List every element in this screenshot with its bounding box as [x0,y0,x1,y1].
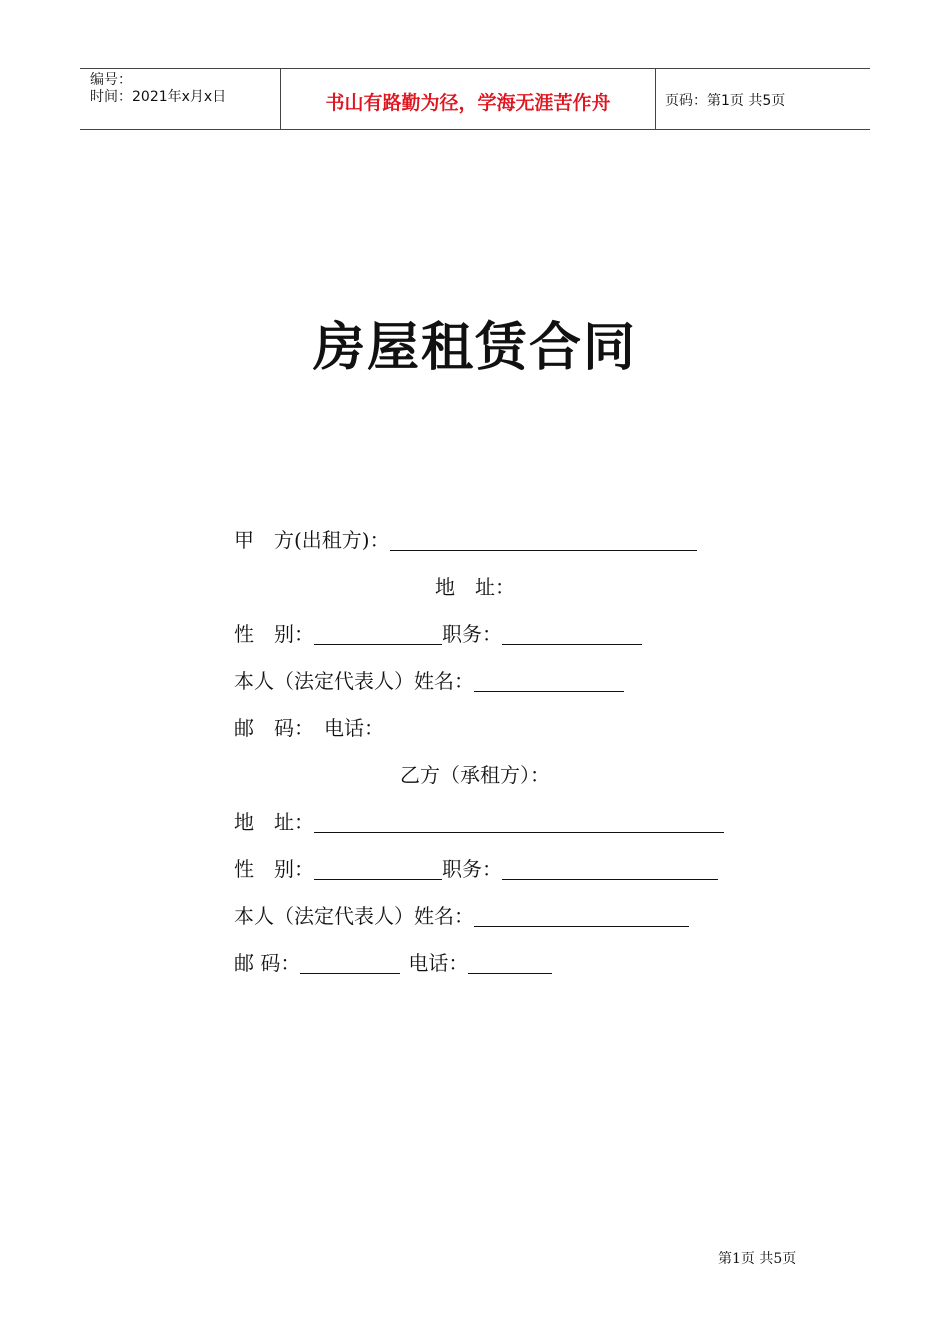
party-b-contact-line [234,949,552,977]
party-a-position-label: 职务： [442,622,502,646]
header-page-cell [655,69,870,129]
header-meta [80,69,280,129]
party-a-postcode-phone-label: 邮 码： 电话： [234,716,384,740]
party-a-name-blank[interactable] [390,528,697,551]
party-b-address-blank[interactable] [314,810,724,833]
party-b-postcode-blank[interactable] [300,951,400,974]
party-b-gender-label: 性 别： [234,857,314,881]
party-b-phone-label: 电话： [408,951,469,975]
party-b-representative-blank[interactable] [474,904,689,927]
party-a-representative-line [234,667,624,695]
party-b-position-blank[interactable] [502,857,718,880]
party-a-gender-blank[interactable] [314,622,442,645]
party-a-heading: 甲 方(出租方)： [234,528,390,552]
party-b-representative-line [234,902,689,930]
party-b-position-label: 职务： [442,857,502,881]
party-a-position-blank[interactable] [502,622,642,645]
page-header [80,68,870,130]
party-b-heading-line [0,761,950,789]
party-a-address-line [0,573,950,601]
header-motto: 书山有路勤为径，学海无涯苦作舟 [325,92,611,114]
document-title: 房屋租赁合同 [312,317,637,378]
party-b-representative-label: 本人（法定代表人）姓名： [234,904,474,928]
party-a-representative-blank[interactable] [474,669,624,692]
footer-page-info: 第1页 共5页 [718,1251,797,1267]
party-a-address-label: 地 址： [435,575,515,599]
party-b-address-line [234,808,724,836]
header-motto-cell [280,69,656,129]
header-page-info: 页码：第1页 共5页 [665,93,786,109]
party-b-gender-blank[interactable] [314,857,442,880]
party-b-heading: 乙方（承租方）： [400,763,550,787]
party-a-gender-label: 性 别： [234,622,314,646]
party-a-representative-label: 本人（法定代表人）姓名： [234,669,474,693]
party-a-gender-line [234,620,642,648]
time-label: 时间：2021年x月x日 [90,89,227,105]
party-a-postcode-line [234,714,384,742]
party-a-heading-line [234,526,697,554]
serial-label: 编号： [90,72,132,88]
party-b-gender-line [234,855,718,883]
party-b-address-label: 地 址： [234,810,314,834]
party-b-postcode-label: 邮 码： [234,951,301,975]
party-b-phone-blank[interactable] [468,951,552,974]
